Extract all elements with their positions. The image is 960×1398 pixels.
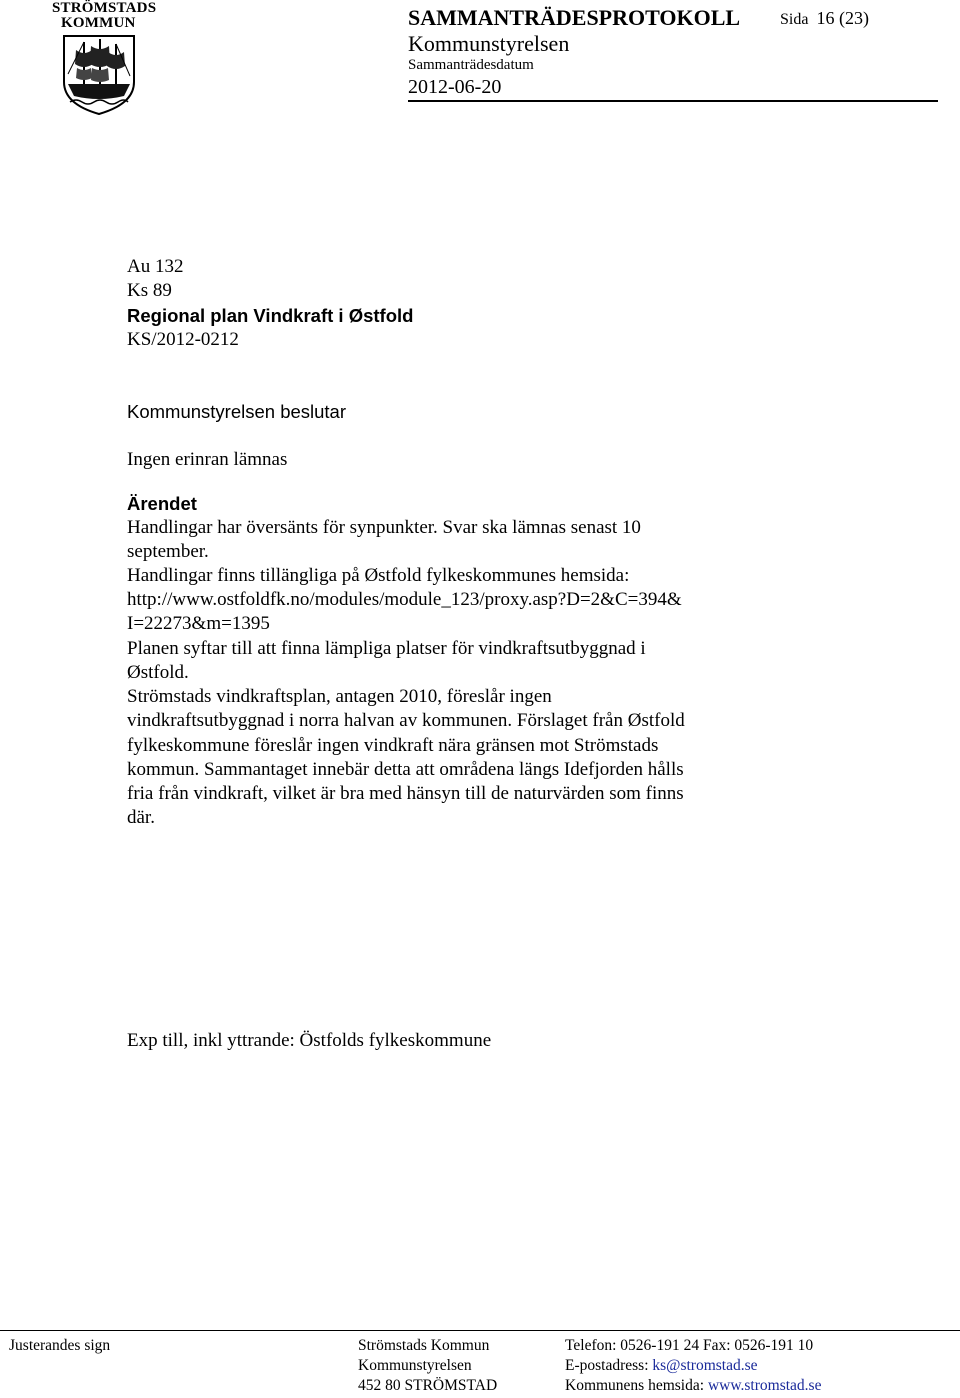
decision-text: Ingen erinran lämnas: [127, 449, 288, 470]
matter-link-cont: I=22273&m=1395: [127, 613, 270, 634]
matter-line: september.: [127, 541, 209, 562]
ks-reference: Ks 89: [127, 280, 172, 301]
matter-line: fylkeskommune föreslår ingen vindkraft nära gränsen mot Strömstads: [127, 735, 659, 756]
meeting-date: 2012-06-20: [408, 76, 502, 98]
website-label: Kommunens hemsida:: [565, 1377, 705, 1394]
document-title: SAMMANTRÄDESPROTOKOLL: [408, 5, 741, 30]
matter-line: Handlingar finns tillängliga på Østfold fylkeskommunes hemsida:: [127, 565, 630, 586]
org-name-line1: STRÖMSTADS: [52, 0, 157, 16]
meeting-date-label: Sammanträdesdatum: [408, 57, 534, 73]
footer-committee: Kommunstyrelsen: [358, 1357, 472, 1374]
matter-line: Østfold.: [127, 662, 189, 683]
matter-line: fria från vindkraft, vilket är bra med hänsyn till de naturvärden som finns: [127, 783, 684, 804]
header-divider: [408, 100, 938, 102]
matter-heading: Ärendet: [127, 493, 197, 514]
footer-org: Strömstads Kommun: [358, 1337, 490, 1354]
matter-link: http://www.ostfoldfk.no/modules/module_123/proxy.asp?D=2&C=394&: [127, 589, 682, 610]
org-name-line2: KOMMUN: [61, 15, 136, 31]
page-label: Sida: [780, 11, 809, 28]
au-reference: Au 132: [127, 256, 184, 277]
matter-line: vindkraftsutbyggnad i norra halvan av kommunen. Förslaget från Østfold: [127, 710, 685, 731]
footer-phone-fax: Telefon: 0526-191 24 Fax: 0526-191 10: [565, 1337, 814, 1354]
email-link[interactable]: ks@stromstad.se: [652, 1357, 758, 1374]
signature-label: Justerandes sign: [9, 1337, 111, 1354]
footer-web-row: [565, 1377, 821, 1395]
footer-email-row: [565, 1357, 758, 1375]
website-link[interactable]: www.stromstad.se: [707, 1377, 822, 1394]
distribution-note: Exp till, inkl yttrande: Östfolds fylkeskommune: [127, 1030, 492, 1051]
matter-line: där.: [127, 807, 155, 828]
matter-line: Handlingar har översänts för synpunkter. Svar ska lämnas senast 10: [127, 517, 641, 538]
page-value: 16 (23): [816, 8, 869, 28]
case-number: KS/2012-0212: [127, 329, 239, 350]
footer-address: 452 80 STRÖMSTAD: [358, 1377, 498, 1394]
email-label: E-postadress:: [565, 1357, 649, 1374]
matter-line: Strömstads vindkraftsplan, antagen 2010, föreslår ingen: [127, 686, 552, 707]
matter-line: kommun. Sammantaget innebär detta att områdena längs Idefjorden hålls: [127, 759, 684, 780]
ship-coat-of-arms-icon: [62, 34, 136, 116]
footer-divider: [0, 1330, 960, 1331]
matter-line: Planen syftar till att finna lämpliga platser för vindkraftsutbyggnad i: [127, 638, 646, 659]
decision-heading: Kommunstyrelsen beslutar: [127, 401, 347, 422]
page-number: [780, 8, 869, 29]
item-title: Regional plan Vindkraft i Østfold: [127, 305, 414, 326]
committee-name: Kommunstyrelsen: [408, 31, 570, 56]
